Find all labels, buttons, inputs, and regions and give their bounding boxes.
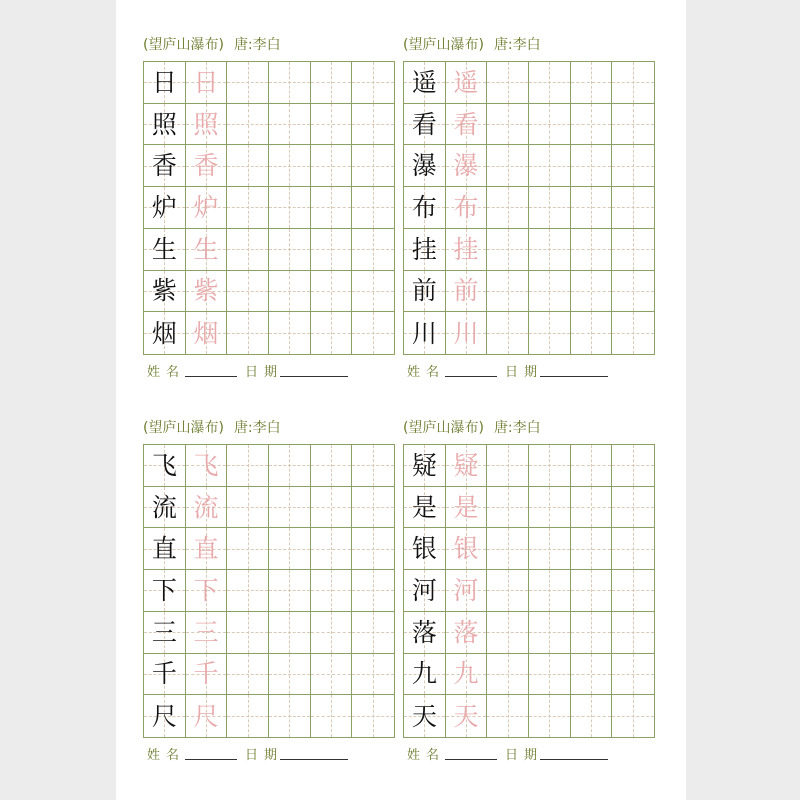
blank-practice-cell[interactable] — [352, 145, 394, 187]
blank-practice-cell[interactable] — [529, 271, 571, 313]
trace-character: 下 — [193, 575, 219, 605]
trace-character-cell — [186, 229, 228, 271]
trace-character: 河 — [453, 575, 479, 605]
blank-practice-cell[interactable] — [487, 145, 529, 187]
name-label: 姓名 — [407, 365, 446, 380]
blank-practice-cell[interactable] — [227, 570, 269, 612]
trace-character: 尺 — [193, 701, 219, 731]
date-field[interactable] — [280, 376, 348, 377]
writing-grid — [143, 444, 395, 738]
blank-practice-cell[interactable] — [529, 570, 571, 612]
blank-practice-cell[interactable] — [269, 229, 311, 271]
trace-character-cell — [446, 229, 488, 271]
trace-character: 烟 — [193, 318, 219, 348]
blank-practice-cell[interactable] — [487, 570, 529, 612]
blank-practice-cell[interactable] — [227, 145, 269, 187]
model-character-cell — [144, 271, 186, 313]
blank-practice-cell[interactable] — [227, 104, 269, 146]
trace-character-cell — [186, 570, 228, 612]
poem-title: (望庐山瀑布) — [143, 37, 224, 53]
date-label: 日期 — [245, 748, 284, 763]
worksheet-page — [116, 0, 686, 800]
blank-practice-cell[interactable] — [612, 570, 654, 612]
trace-character: 银 — [453, 534, 479, 564]
model-character-cell — [404, 104, 446, 146]
trace-character-cell — [446, 104, 488, 146]
model-character-cell — [144, 145, 186, 187]
model-character: 是 — [411, 492, 437, 522]
blank-practice-cell[interactable] — [269, 104, 311, 146]
blank-practice-cell[interactable] — [269, 695, 311, 737]
date-field[interactable] — [540, 759, 608, 760]
model-character: 飞 — [151, 450, 177, 480]
model-character: 疑 — [411, 450, 437, 480]
blank-practice-cell[interactable] — [571, 187, 613, 229]
blank-practice-cell[interactable] — [612, 62, 654, 104]
blank-practice-cell[interactable] — [269, 62, 311, 104]
blank-practice-cell[interactable] — [487, 187, 529, 229]
blank-practice-cell[interactable] — [571, 528, 613, 570]
blank-practice-cell[interactable] — [571, 612, 613, 654]
name-label: 姓名 — [407, 748, 446, 763]
model-character-cell — [144, 104, 186, 146]
trace-character-cell — [186, 104, 228, 146]
trace-character-cell — [446, 528, 488, 570]
blank-practice-cell[interactable] — [352, 312, 394, 354]
trace-character: 生 — [193, 234, 219, 264]
blank-practice-cell[interactable] — [352, 654, 394, 696]
blank-practice-cell[interactable] — [612, 271, 654, 313]
poem-author: 唐:李白 — [493, 420, 541, 436]
blank-practice-cell[interactable] — [612, 445, 654, 487]
blank-practice-cell[interactable] — [487, 612, 529, 654]
blank-practice-cell[interactable] — [311, 145, 353, 187]
blank-practice-cell[interactable] — [311, 312, 353, 354]
blank-practice-cell[interactable] — [571, 654, 613, 696]
blank-practice-cell[interactable] — [487, 62, 529, 104]
model-character-cell — [144, 695, 186, 737]
date-field[interactable] — [280, 759, 348, 760]
model-character-cell — [404, 62, 446, 104]
blank-practice-cell[interactable] — [352, 104, 394, 146]
blank-practice-cell[interactable] — [311, 187, 353, 229]
model-character-cell — [404, 487, 446, 529]
model-character: 挂 — [411, 234, 437, 264]
blank-practice-cell[interactable] — [311, 528, 353, 570]
blank-practice-cell[interactable] — [352, 612, 394, 654]
writing-grid — [403, 444, 655, 738]
blank-practice-cell[interactable] — [311, 487, 353, 529]
blank-practice-cell[interactable] — [571, 695, 613, 737]
name-label: 姓名 — [147, 365, 186, 380]
poem-title: (望庐山瀑布) — [143, 420, 224, 436]
trace-character-cell — [186, 145, 228, 187]
trace-character: 瀑 — [453, 151, 479, 181]
trace-character: 九 — [453, 659, 479, 689]
trace-character: 落 — [453, 617, 479, 647]
trace-character-cell — [446, 487, 488, 529]
blank-practice-cell[interactable] — [352, 62, 394, 104]
blank-practice-cell[interactable] — [529, 104, 571, 146]
blank-practice-cell[interactable] — [612, 312, 654, 354]
name-field[interactable] — [445, 376, 497, 377]
date-label: 日期 — [505, 748, 544, 763]
model-character: 看 — [411, 109, 437, 139]
poem-author: 唐:李白 — [493, 37, 541, 53]
blank-practice-cell[interactable] — [269, 445, 311, 487]
model-character: 下 — [151, 575, 177, 605]
blank-practice-cell[interactable] — [571, 570, 613, 612]
blank-practice-cell[interactable] — [352, 487, 394, 529]
blank-practice-cell[interactable] — [269, 570, 311, 612]
model-character-cell — [144, 312, 186, 354]
blank-practice-cell[interactable] — [227, 528, 269, 570]
trace-character: 天 — [453, 701, 479, 731]
blank-practice-cell[interactable] — [311, 445, 353, 487]
blank-practice-cell[interactable] — [487, 654, 529, 696]
blank-practice-cell[interactable] — [269, 145, 311, 187]
model-character: 落 — [411, 617, 437, 647]
trace-character-cell — [186, 612, 228, 654]
sheet-footer — [403, 741, 655, 765]
trace-character-cell — [186, 487, 228, 529]
trace-character: 看 — [453, 109, 479, 139]
blank-practice-cell[interactable] — [311, 271, 353, 313]
blank-practice-cell[interactable] — [612, 187, 654, 229]
blank-practice-cell[interactable] — [227, 445, 269, 487]
blank-practice-cell[interactable] — [227, 187, 269, 229]
trace-character-cell — [446, 570, 488, 612]
trace-character-cell — [186, 654, 228, 696]
model-character: 流 — [151, 492, 177, 522]
blank-practice-cell[interactable] — [529, 62, 571, 104]
trace-character: 前 — [453, 276, 479, 306]
blank-practice-cell[interactable] — [352, 528, 394, 570]
trace-character-cell — [446, 271, 488, 313]
trace-character-cell — [186, 445, 228, 487]
blank-practice-cell[interactable] — [487, 271, 529, 313]
blank-practice-cell[interactable] — [612, 528, 654, 570]
name-field[interactable] — [185, 759, 237, 760]
name-field[interactable] — [185, 376, 237, 377]
date-label: 日期 — [245, 365, 284, 380]
model-character: 生 — [151, 234, 177, 264]
blank-practice-cell[interactable] — [571, 145, 613, 187]
model-character: 香 — [151, 151, 177, 181]
blank-practice-cell[interactable] — [227, 612, 269, 654]
model-character: 前 — [411, 276, 437, 306]
trace-character: 日 — [193, 67, 219, 97]
blank-practice-cell[interactable] — [352, 271, 394, 313]
writing-grid — [143, 61, 395, 355]
model-character-cell — [404, 612, 446, 654]
blank-practice-cell[interactable] — [612, 145, 654, 187]
blank-practice-cell[interactable] — [487, 487, 529, 529]
model-character: 遥 — [411, 67, 437, 97]
blank-practice-cell[interactable] — [529, 229, 571, 271]
blank-practice-cell[interactable] — [487, 312, 529, 354]
trace-character: 流 — [193, 492, 219, 522]
trace-character-cell — [186, 62, 228, 104]
model-character-cell — [144, 187, 186, 229]
model-character-cell — [404, 271, 446, 313]
blank-practice-cell[interactable] — [311, 570, 353, 612]
blank-practice-cell[interactable] — [227, 654, 269, 696]
blank-practice-cell[interactable] — [529, 528, 571, 570]
blank-practice-cell[interactable] — [487, 695, 529, 737]
model-character: 银 — [411, 534, 437, 564]
trace-character-cell — [186, 528, 228, 570]
trace-character-cell — [446, 145, 488, 187]
sheet-header — [143, 417, 281, 439]
model-character: 紫 — [151, 276, 177, 306]
blank-practice-cell[interactable] — [571, 104, 613, 146]
model-character: 九 — [411, 659, 437, 689]
model-character-cell — [404, 187, 446, 229]
blank-practice-cell[interactable] — [352, 187, 394, 229]
blank-practice-cell[interactable] — [227, 229, 269, 271]
blank-practice-cell[interactable] — [227, 487, 269, 529]
trace-character-cell — [446, 62, 488, 104]
sheet-footer — [143, 741, 395, 765]
blank-practice-cell[interactable] — [571, 62, 613, 104]
model-character-cell — [404, 654, 446, 696]
model-character: 河 — [411, 575, 437, 605]
trace-character: 是 — [453, 492, 479, 522]
trace-character: 炉 — [193, 192, 219, 222]
blank-practice-cell[interactable] — [352, 570, 394, 612]
blank-practice-cell[interactable] — [269, 612, 311, 654]
sheet-header — [143, 34, 281, 56]
model-character: 三 — [151, 617, 177, 647]
blank-practice-cell[interactable] — [529, 445, 571, 487]
name-label: 姓名 — [147, 748, 186, 763]
trace-character-cell — [186, 312, 228, 354]
blank-practice-cell[interactable] — [487, 528, 529, 570]
model-character-cell — [404, 528, 446, 570]
name-field[interactable] — [445, 759, 497, 760]
blank-practice-cell[interactable] — [571, 229, 613, 271]
blank-practice-cell[interactable] — [311, 104, 353, 146]
model-character-cell — [144, 62, 186, 104]
blank-practice-cell[interactable] — [487, 445, 529, 487]
trace-character-cell — [446, 695, 488, 737]
model-character: 烟 — [151, 318, 177, 348]
model-character: 川 — [411, 318, 437, 348]
trace-character: 香 — [193, 151, 219, 181]
trace-character-cell — [446, 187, 488, 229]
model-character-cell — [144, 445, 186, 487]
blank-practice-cell[interactable] — [571, 312, 613, 354]
trace-character: 照 — [193, 109, 219, 139]
blank-practice-cell[interactable] — [612, 654, 654, 696]
date-field[interactable] — [540, 376, 608, 377]
blank-practice-cell[interactable] — [311, 654, 353, 696]
blank-practice-cell[interactable] — [311, 612, 353, 654]
sheet-footer — [403, 358, 655, 382]
blank-practice-cell[interactable] — [529, 312, 571, 354]
trace-character-cell — [186, 271, 228, 313]
poem-title: (望庐山瀑布) — [403, 420, 484, 436]
model-character: 直 — [151, 534, 177, 564]
trace-character: 疑 — [453, 450, 479, 480]
blank-practice-cell[interactable] — [269, 654, 311, 696]
sheet-header — [403, 34, 541, 56]
trace-character: 千 — [193, 659, 219, 689]
blank-practice-cell[interactable] — [529, 654, 571, 696]
writing-grid — [403, 61, 655, 355]
blank-practice-cell[interactable] — [227, 312, 269, 354]
trace-character-cell — [446, 612, 488, 654]
blank-practice-cell[interactable] — [612, 612, 654, 654]
trace-character-cell — [186, 695, 228, 737]
blank-practice-cell[interactable] — [612, 229, 654, 271]
model-character: 千 — [151, 659, 177, 689]
model-character-cell — [404, 312, 446, 354]
model-character-cell — [144, 654, 186, 696]
trace-character: 川 — [453, 318, 479, 348]
blank-practice-cell[interactable] — [612, 695, 654, 737]
model-character: 布 — [411, 192, 437, 222]
sheet-footer — [143, 358, 395, 382]
blank-practice-cell[interactable] — [311, 695, 353, 737]
blank-practice-cell[interactable] — [227, 271, 269, 313]
blank-practice-cell[interactable] — [352, 445, 394, 487]
blank-practice-cell[interactable] — [269, 271, 311, 313]
blank-practice-cell[interactable] — [311, 229, 353, 271]
model-character-cell — [144, 487, 186, 529]
blank-practice-cell[interactable] — [352, 695, 394, 737]
blank-practice-cell[interactable] — [529, 612, 571, 654]
blank-practice-cell[interactable] — [227, 62, 269, 104]
model-character: 天 — [411, 701, 437, 731]
trace-character-cell — [446, 445, 488, 487]
sheet-header — [403, 417, 541, 439]
model-character-cell — [404, 570, 446, 612]
date-label: 日期 — [505, 365, 544, 380]
model-character-cell — [144, 528, 186, 570]
blank-practice-cell[interactable] — [487, 104, 529, 146]
model-character-cell — [404, 445, 446, 487]
blank-practice-cell[interactable] — [571, 271, 613, 313]
poem-author: 唐:李白 — [233, 420, 281, 436]
blank-practice-cell[interactable] — [529, 187, 571, 229]
blank-practice-cell[interactable] — [571, 445, 613, 487]
model-character-cell — [144, 570, 186, 612]
model-character: 尺 — [151, 701, 177, 731]
model-character-cell — [404, 145, 446, 187]
blank-practice-cell[interactable] — [269, 187, 311, 229]
blank-practice-cell[interactable] — [311, 62, 353, 104]
model-character-cell — [144, 229, 186, 271]
blank-practice-cell[interactable] — [352, 229, 394, 271]
blank-practice-cell[interactable] — [612, 487, 654, 529]
model-character-cell — [144, 612, 186, 654]
poem-title: (望庐山瀑布) — [403, 37, 484, 53]
blank-practice-cell[interactable] — [529, 487, 571, 529]
trace-character: 三 — [193, 617, 219, 647]
model-character: 照 — [151, 109, 177, 139]
poem-author: 唐:李白 — [233, 37, 281, 53]
blank-practice-cell[interactable] — [571, 487, 613, 529]
trace-character-cell — [186, 187, 228, 229]
blank-practice-cell[interactable] — [612, 104, 654, 146]
trace-character: 飞 — [193, 450, 219, 480]
blank-practice-cell[interactable] — [269, 528, 311, 570]
blank-practice-cell[interactable] — [227, 695, 269, 737]
model-character: 瀑 — [411, 151, 437, 181]
blank-practice-cell[interactable] — [529, 695, 571, 737]
trace-character: 布 — [453, 192, 479, 222]
trace-character-cell — [446, 312, 488, 354]
model-character: 日 — [151, 67, 177, 97]
trace-character: 挂 — [453, 234, 479, 264]
blank-practice-cell[interactable] — [529, 145, 571, 187]
blank-practice-cell[interactable] — [487, 229, 529, 271]
blank-practice-cell[interactable] — [269, 312, 311, 354]
model-character-cell — [404, 229, 446, 271]
model-character: 炉 — [151, 192, 177, 222]
trace-character: 紫 — [193, 276, 219, 306]
trace-character: 直 — [193, 534, 219, 564]
trace-character: 遥 — [453, 67, 479, 97]
blank-practice-cell[interactable] — [269, 487, 311, 529]
trace-character-cell — [446, 654, 488, 696]
model-character-cell — [404, 695, 446, 737]
